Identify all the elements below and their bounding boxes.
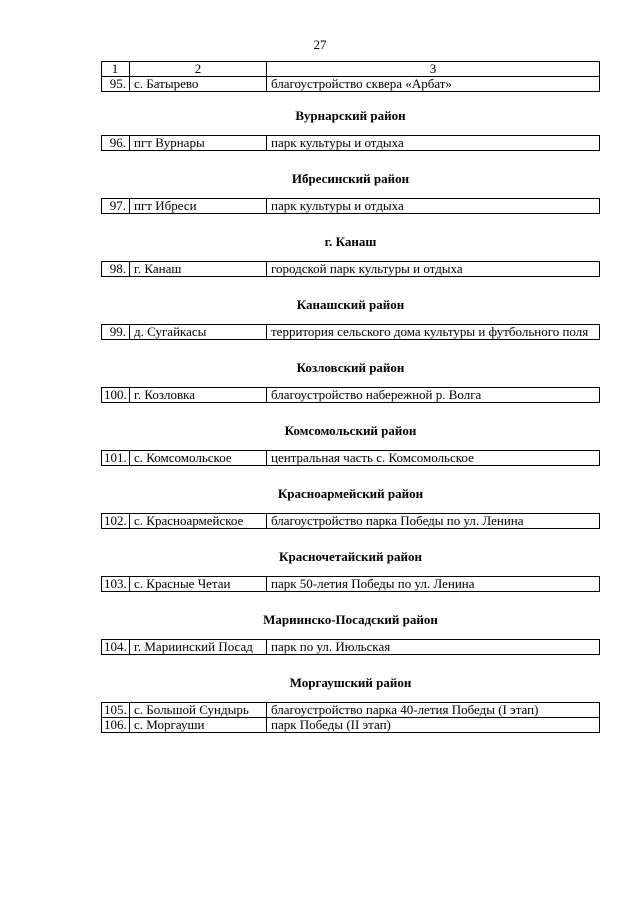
district-table: [101, 450, 600, 466]
table-row: [102, 388, 600, 403]
row-place: с. Комсомольское: [130, 451, 267, 466]
district-table: [101, 702, 600, 733]
district-table: [101, 198, 600, 214]
row-number: 106.: [102, 718, 130, 733]
row-number: 97.: [102, 199, 130, 214]
row-place: пгт Ибреси: [130, 199, 267, 214]
table-row: [102, 325, 600, 340]
district-table: [101, 576, 600, 592]
district-table: [101, 639, 600, 655]
row-number: 104.: [102, 640, 130, 655]
table-row: [102, 451, 600, 466]
table-row: [102, 640, 600, 655]
column-number-3: 3: [267, 62, 600, 77]
row-number: 100.: [102, 388, 130, 403]
row-place: г. Канаш: [130, 262, 267, 277]
district-heading: Красноармейский район: [277, 486, 424, 501]
row-object: центральная часть с. Комсомольское: [267, 451, 600, 466]
row-object: парк культуры и отдыха: [267, 199, 600, 214]
row-object: городской парк культуры и отдыха: [267, 262, 600, 277]
table-row: [102, 718, 600, 733]
district-heading: Комсомольский район: [284, 423, 417, 438]
district-table: [101, 387, 600, 403]
row-number: 103.: [102, 577, 130, 592]
district-heading: г. Канаш: [324, 234, 377, 249]
row-place: г. Козловка: [130, 388, 267, 403]
row-place: д. Сугайкасы: [130, 325, 267, 340]
column-number-row: [102, 62, 600, 77]
column-number-1: 1: [102, 62, 130, 77]
row-place: с. Красноармейское: [130, 514, 267, 529]
row-object: парк Победы (II этап): [267, 718, 600, 733]
row-object: благоустройство парка Победы по ул. Ленина: [267, 514, 600, 529]
row-number: 96.: [102, 136, 130, 151]
table-row: [102, 199, 600, 214]
row-number: 105.: [102, 703, 130, 718]
district-heading: Красночетайский район: [279, 549, 422, 564]
row-number: 98.: [102, 262, 130, 277]
row-place: пгт Вурнары: [130, 136, 267, 151]
header-table: [101, 61, 600, 92]
row-number: 95.: [102, 77, 130, 92]
district-table: [101, 324, 600, 340]
row-object: благоустройство сквера «Арбат»: [267, 77, 600, 92]
district-heading: Мариинско-Посадский район: [263, 612, 438, 627]
table-row: [102, 514, 600, 529]
district-table: [101, 135, 600, 151]
document-body: [101, 61, 600, 733]
district-heading: Козловский район: [296, 360, 405, 375]
table-row: [102, 77, 600, 92]
district-table: [101, 261, 600, 277]
row-place: с. Батырево: [130, 77, 267, 92]
row-place: с. Большой Сундырь: [130, 703, 267, 718]
table-row: [102, 136, 600, 151]
row-place: с. Моргауши: [130, 718, 267, 733]
row-object: парк культуры и отдыха: [267, 136, 600, 151]
district-table: [101, 513, 600, 529]
row-object: благоустройство парка 40-летия Победы (I этап): [267, 703, 600, 718]
page-number: 27: [313, 37, 327, 52]
district-heading: Моргаушский район: [289, 675, 412, 690]
table-row: [102, 703, 600, 718]
row-place: с. Красные Четаи: [130, 577, 267, 592]
district-heading: Ибресинский район: [291, 171, 410, 186]
row-object: парк 50-летия Победы по ул. Ленина: [267, 577, 600, 592]
table-row: [102, 262, 600, 277]
column-number-2: 2: [130, 62, 267, 77]
row-number: 99.: [102, 325, 130, 340]
table-row: [102, 577, 600, 592]
row-number: 102.: [102, 514, 130, 529]
district-heading: Канашский район: [296, 297, 405, 312]
row-object: территория сельского дома культуры и футбольного поля: [267, 325, 600, 340]
row-number: 101.: [102, 451, 130, 466]
district-sections: [101, 106, 600, 733]
district-heading: Вурнарский район: [295, 108, 406, 123]
row-object: благоустройство набережной р. Волга: [267, 388, 600, 403]
row-object: парк по ул. Июльская: [267, 640, 600, 655]
row-place: г. Мариинский Посад: [130, 640, 267, 655]
